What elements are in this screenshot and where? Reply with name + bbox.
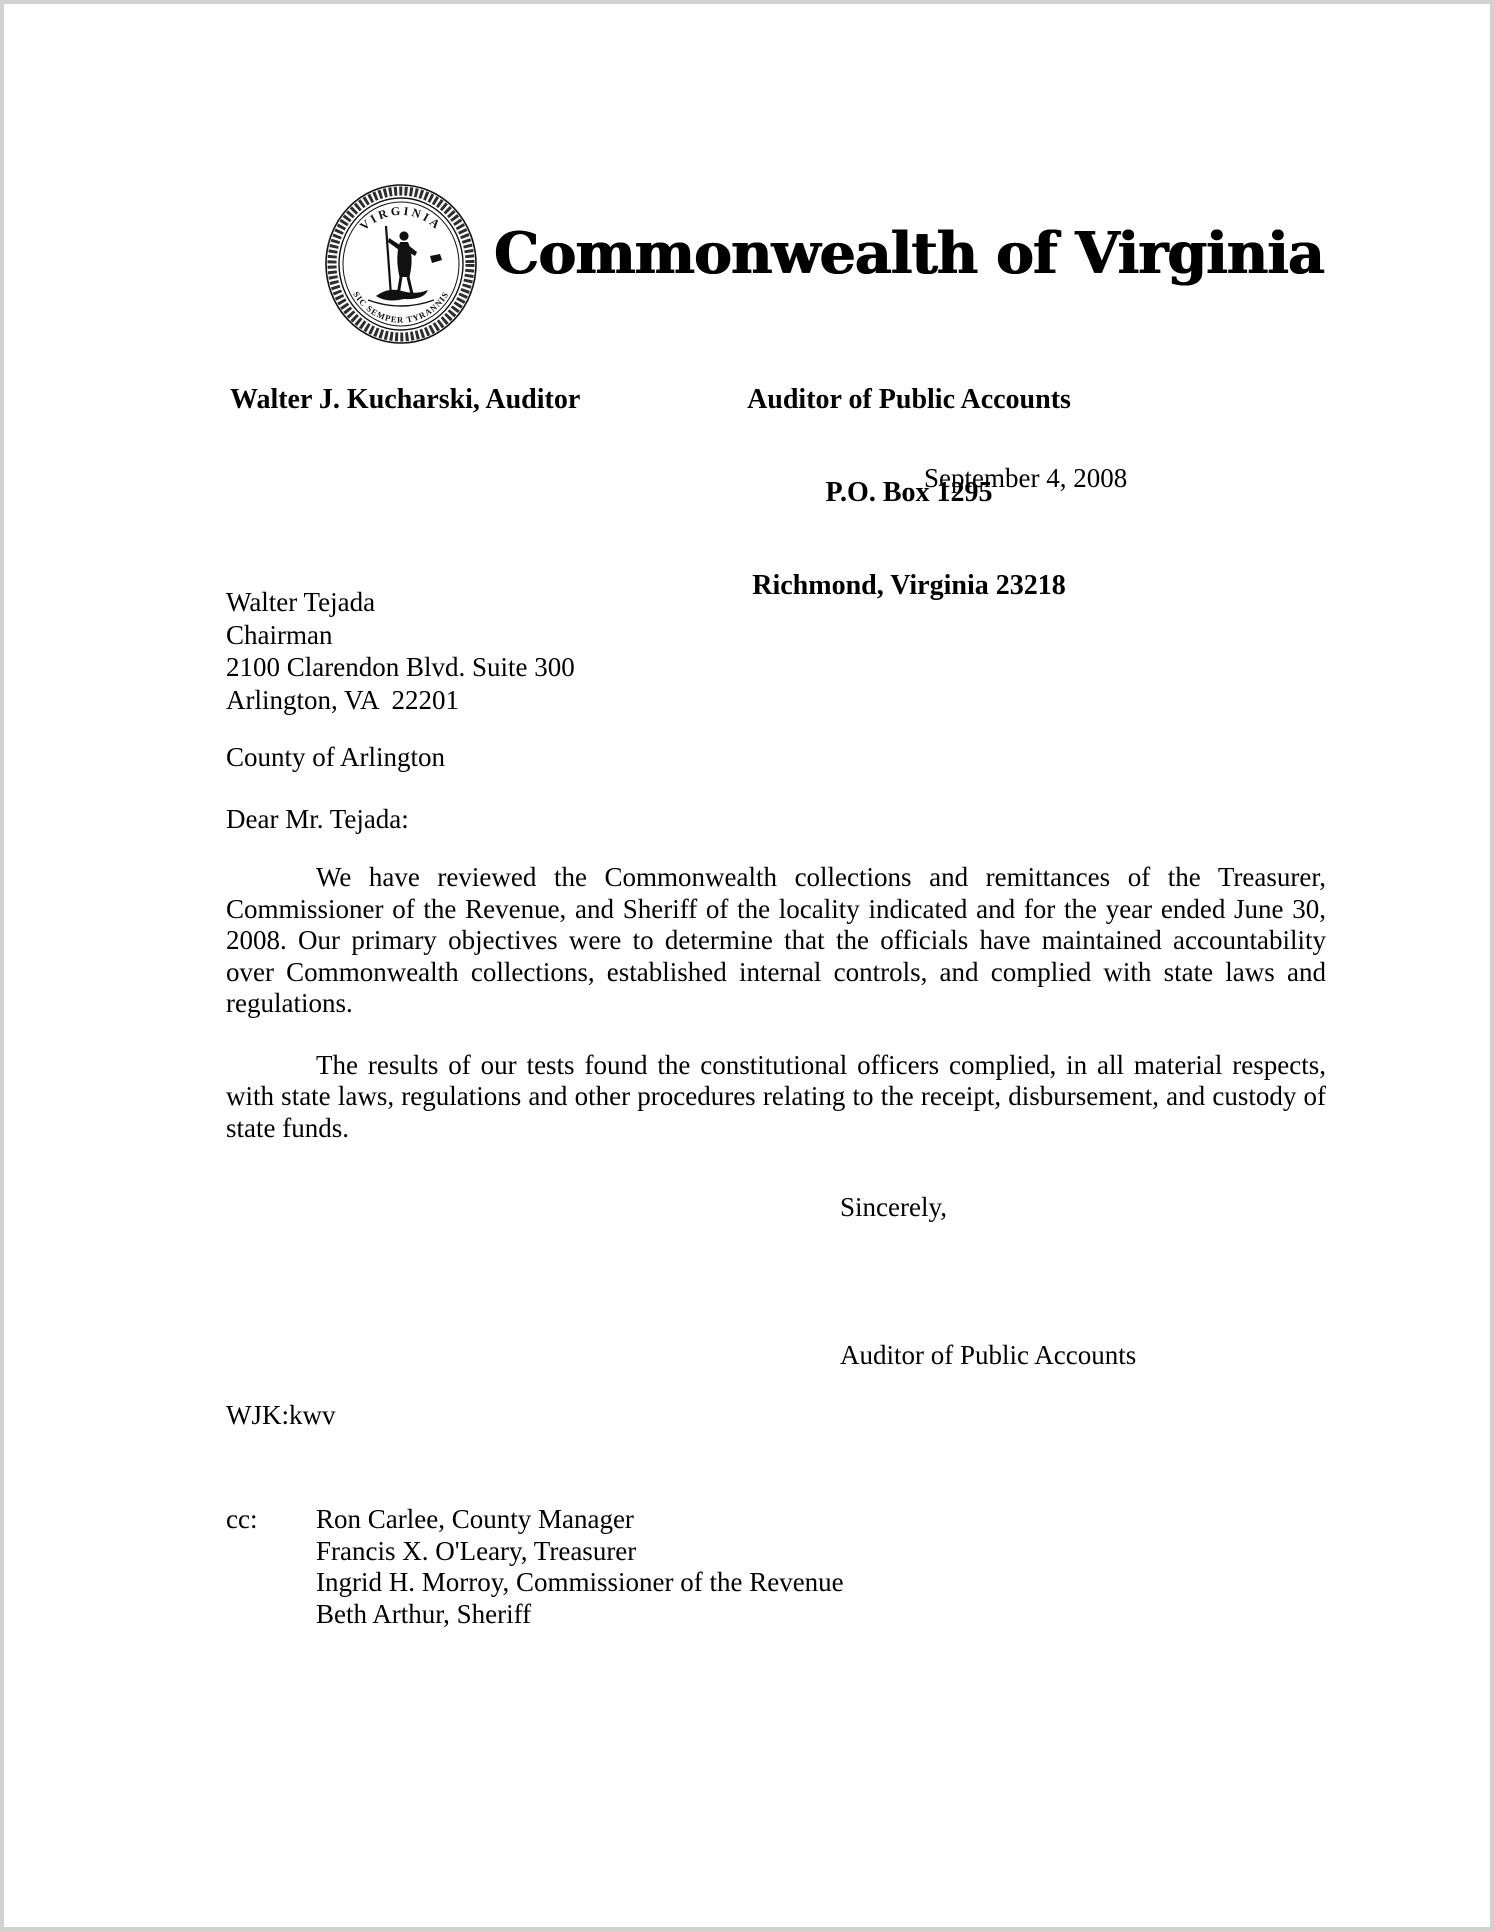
cc-name: Ingrid H. Morroy, Commissioner of the Revenue <box>316 1567 844 1597</box>
letter-body <box>226 862 1326 1144</box>
recipient-city: Arlington, VA 22201 <box>226 684 460 715</box>
date-line: September 4, 2008 <box>924 463 1128 493</box>
salutation: Dear Mr. Tejada: <box>226 804 409 834</box>
reference-initials: WJK:kwv <box>226 1400 336 1430</box>
cc-name: Francis X. O'Leary, Treasurer <box>316 1535 637 1566</box>
letterhead-auditor-name: Walter J. Kucharski, Auditor <box>230 384 581 415</box>
letterhead-city-line: Richmond, Virginia 23218 <box>752 570 1066 601</box>
cc-label: cc: <box>226 1504 258 1534</box>
cc-list <box>316 1504 844 1630</box>
recipient-address-block <box>226 586 575 716</box>
closing-signature-title: Auditor of Public Accounts <box>840 1340 1137 1370</box>
virginia-state-seal-icon <box>322 182 480 346</box>
cc-name: Ron Carlee, County Manager <box>316 1504 634 1534</box>
body-paragraph-2: The results of our tests found the constitutional officers complied, in all material respects, with state laws, regulations and other procedures relating to the receipt, disbursement, and custody of state funds. <box>226 1049 1326 1143</box>
recipient-name: Walter Tejada <box>226 587 376 617</box>
reference-line: County of Arlington <box>226 742 446 772</box>
cc-name: Beth Arthur, Sheriff <box>316 1598 532 1629</box>
letterhead-title: Commonwealth of Virginia <box>494 220 1324 287</box>
recipient-title: Chairman <box>226 619 333 650</box>
closing-sincerely: Sincerely, <box>840 1192 947 1222</box>
seal-top-text: VIRGINIA <box>357 203 445 234</box>
seal-bottom-text: SIC SEMPER TYRANNIS <box>351 289 451 325</box>
letterhead-agency: Auditor of Public Accounts <box>747 384 1071 415</box>
letterhead-po-box: P.O. Box 1295 <box>825 477 993 508</box>
recipient-street: 2100 Clarendon Blvd. Suite 300 <box>226 652 575 682</box>
body-paragraph-1: We have reviewed the Commonwealth collections and remittances of the Treasurer, Commissioner of the Revenue, and Sheriff of the locality indicated and for the year ended June 30, 2008. Our primary objectives were to determine that the officials have maintained accountability over Commonwealth collections, established internal controls, and complied with state laws and regulations. <box>226 862 1326 1018</box>
